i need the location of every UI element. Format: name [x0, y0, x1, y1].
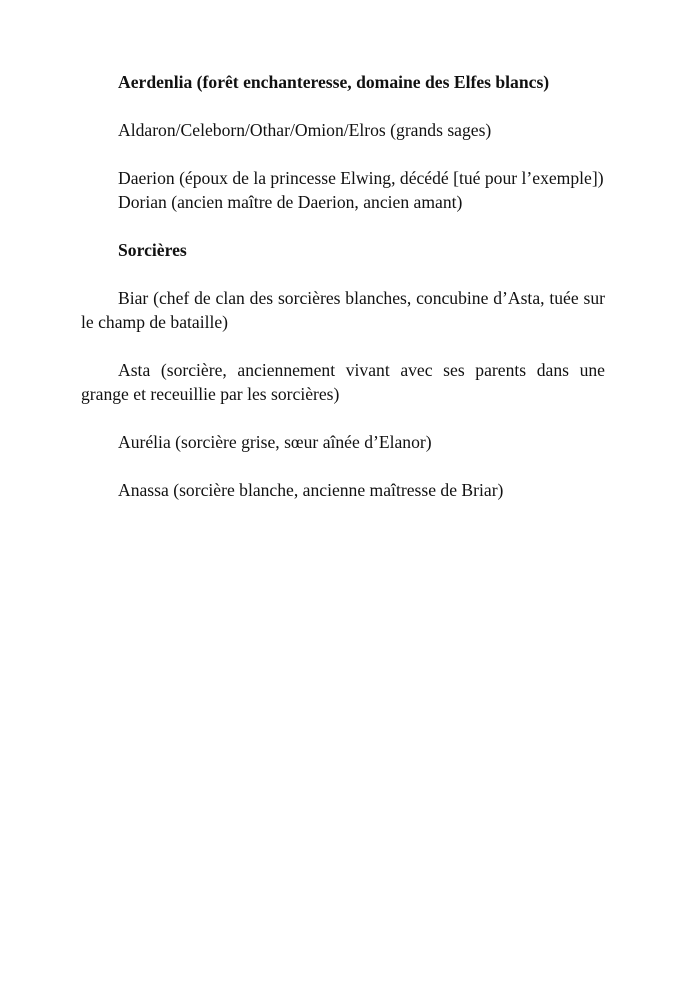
entry-aurelia: Aurélia (sorcière grise, sœur aînée d’Elanor) — [118, 432, 432, 452]
paragraph-gap — [81, 454, 605, 478]
section-heading-sorcieres: Sorcières — [118, 240, 187, 260]
paragraph-gap — [81, 262, 605, 286]
entry-asta: Asta (sorcière, anciennement vivant avec ses parents dans une grange et receuillie par les sorcières) — [81, 360, 605, 404]
entry-grands-sages: Aldaron/Celeborn/Othar/Omion/Elros (grands sages) — [118, 120, 492, 140]
document-page — [81, 70, 605, 502]
section-heading-aerdenlia: Aerdenlia (forêt enchanteresse, domaine des Elfes blancs) — [118, 72, 550, 92]
entry-biar: Biar (chef de clan des sorcières blanches, concubine d’Asta, tuée sur le champ de bataille) — [81, 288, 605, 332]
entry-dorian: Dorian (ancien maître de Daerion, ancien amant) — [118, 192, 463, 212]
entry-daerion: Daerion (époux de la princesse Elwing, décédé [tué pour l’exemple]) — [118, 168, 604, 188]
paragraph-gap — [81, 142, 605, 166]
entry-anassa: Anassa (sorcière blanche, ancienne maîtresse de Briar) — [118, 480, 504, 500]
paragraph-gap — [81, 214, 605, 238]
paragraph-gap — [81, 406, 605, 430]
paragraph-gap — [81, 94, 605, 118]
paragraph-gap — [81, 334, 605, 358]
